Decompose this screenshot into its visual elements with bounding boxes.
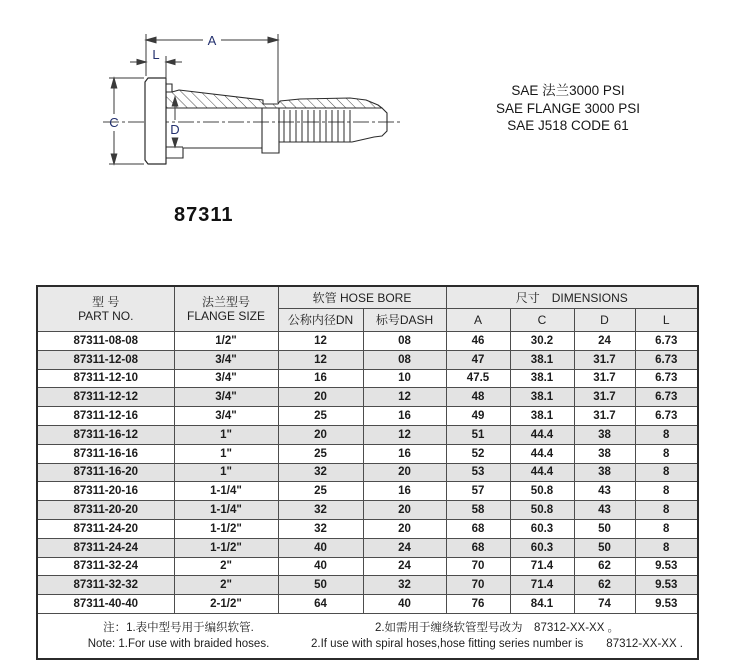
spec-table-wrapper bbox=[36, 285, 697, 660]
cell-dim-d: 31.7 bbox=[574, 350, 635, 369]
cell-flange-size: 1-1/4" bbox=[174, 501, 278, 520]
cell-dim-a: 68 bbox=[446, 519, 510, 538]
cell-dn: 25 bbox=[278, 444, 363, 463]
cell-part-no: 87311-20-16 bbox=[37, 482, 174, 501]
header-flange-cn: 法兰型号 bbox=[201, 295, 250, 309]
cell-flange-size: 1" bbox=[174, 425, 278, 444]
cell-dim-d: 31.7 bbox=[574, 407, 635, 426]
dim-label-d: D bbox=[170, 122, 180, 137]
cell-dim-a: 49 bbox=[446, 407, 510, 426]
cell-dim-c: 60.3 bbox=[510, 538, 574, 557]
cell-dim-d: 62 bbox=[574, 576, 635, 595]
cell-flange-size: 1" bbox=[174, 444, 278, 463]
dim-label-l: L bbox=[152, 47, 160, 62]
table-row bbox=[37, 557, 698, 576]
cell-dim-a: 52 bbox=[446, 444, 510, 463]
cell-dn: 20 bbox=[278, 425, 363, 444]
cell-part-no: 87311-24-20 bbox=[37, 519, 174, 538]
table-row bbox=[37, 332, 698, 351]
note-en-1: Note: 1.For use with braided hoses. bbox=[87, 637, 270, 650]
cell-dim-c: 44.4 bbox=[510, 463, 574, 482]
cell-dash: 16 bbox=[363, 444, 446, 463]
cell-flange-size: 3/4" bbox=[174, 369, 278, 388]
cell-dim-d: 43 bbox=[574, 501, 635, 520]
cell-dim-d: 38 bbox=[574, 463, 635, 482]
table-row bbox=[37, 519, 698, 538]
cell-dash: 20 bbox=[363, 519, 446, 538]
cell-part-no: 87311-16-16 bbox=[37, 444, 174, 463]
cell-dim-c: 44.4 bbox=[510, 444, 574, 463]
cell-dash: 08 bbox=[363, 350, 446, 369]
cell-dim-a: 68 bbox=[446, 538, 510, 557]
cell-dim-c: 71.4 bbox=[510, 557, 574, 576]
cell-flange-size: 1/2" bbox=[174, 332, 278, 351]
cell-dim-l: 6.73 bbox=[635, 332, 698, 351]
cell-dim-c: 84.1 bbox=[510, 595, 574, 614]
cell-part-no: 87311-16-20 bbox=[37, 463, 174, 482]
note-en-2: 2.If use with spiral hoses,hose fitting series number is 87312-XX-XX . bbox=[311, 637, 684, 650]
cell-flange-size: 2-1/2" bbox=[174, 595, 278, 614]
cell-dash: 20 bbox=[363, 463, 446, 482]
cell-dim-d: 50 bbox=[574, 519, 635, 538]
note-cn-2: 2.如需用于缠绕软管型号改为 87312-XX-XX 。 bbox=[374, 621, 620, 634]
cell-dn: 12 bbox=[278, 350, 363, 369]
cell-part-no: 87311-20-20 bbox=[37, 501, 174, 520]
cell-dash: 16 bbox=[363, 482, 446, 501]
cell-dash: 20 bbox=[363, 501, 446, 520]
cell-dn: 25 bbox=[278, 407, 363, 426]
cell-flange-size: 1" bbox=[174, 463, 278, 482]
cell-dim-l: 8 bbox=[635, 519, 698, 538]
note-cn-1: 注：1.表中型号用于编织软管. bbox=[103, 621, 254, 634]
cell-dim-l: 6.73 bbox=[635, 407, 698, 426]
hose-tail-ribs bbox=[284, 110, 350, 142]
header-dimensions: 尺寸 DIMENSIONS bbox=[446, 286, 698, 309]
cell-dim-c: 38.1 bbox=[510, 369, 574, 388]
cell-dash: 40 bbox=[363, 595, 446, 614]
header-dash: 标号DASH bbox=[363, 309, 446, 332]
cell-dim-c: 44.4 bbox=[510, 425, 574, 444]
cell-dim-d: 31.7 bbox=[574, 369, 635, 388]
cell-dn: 20 bbox=[278, 388, 363, 407]
cell-dim-l: 8 bbox=[635, 463, 698, 482]
cell-dn: 40 bbox=[278, 538, 363, 557]
cell-dash: 16 bbox=[363, 407, 446, 426]
header-dim-d: D bbox=[574, 309, 635, 332]
table-row bbox=[37, 538, 698, 557]
cell-dash: 12 bbox=[363, 425, 446, 444]
cell-dim-a: 70 bbox=[446, 557, 510, 576]
cell-flange-size: 1-1/4" bbox=[174, 482, 278, 501]
spec-line-sae: SAE J518 CODE 61 bbox=[507, 118, 629, 133]
cell-dim-l: 8 bbox=[635, 425, 698, 444]
table-row bbox=[37, 501, 698, 520]
cell-dim-l: 8 bbox=[635, 501, 698, 520]
cell-dash: 32 bbox=[363, 576, 446, 595]
cell-flange-size: 3/4" bbox=[174, 407, 278, 426]
cell-dim-l: 8 bbox=[635, 444, 698, 463]
header-dim-a: A bbox=[446, 309, 510, 332]
cell-dim-d: 43 bbox=[574, 482, 635, 501]
table-row bbox=[37, 595, 698, 614]
header-flange-en: FLANGE SIZE bbox=[186, 309, 266, 323]
cell-dn: 50 bbox=[278, 576, 363, 595]
header-flange-size bbox=[174, 286, 278, 332]
spec-table bbox=[36, 285, 699, 660]
header-part-no bbox=[37, 286, 174, 332]
cell-flange-size: 3/4" bbox=[174, 350, 278, 369]
cell-part-no: 87311-40-40 bbox=[37, 595, 174, 614]
cell-dash: 24 bbox=[363, 557, 446, 576]
cell-dn: 40 bbox=[278, 557, 363, 576]
seal-notch bbox=[166, 84, 172, 92]
table-row bbox=[37, 576, 698, 595]
table-row bbox=[37, 425, 698, 444]
dim-label-c: C bbox=[109, 115, 119, 130]
cell-dim-a: 76 bbox=[446, 595, 510, 614]
cell-dim-c: 38.1 bbox=[510, 350, 574, 369]
cell-dim-c: 71.4 bbox=[510, 576, 574, 595]
cell-dn: 25 bbox=[278, 482, 363, 501]
cell-part-no: 87311-32-24 bbox=[37, 557, 174, 576]
cell-flange-size: 1-1/2" bbox=[174, 538, 278, 557]
cell-dim-l: 6.73 bbox=[635, 388, 698, 407]
cell-dash: 24 bbox=[363, 538, 446, 557]
cell-dim-d: 31.7 bbox=[574, 388, 635, 407]
header-dim-l: L bbox=[635, 309, 698, 332]
cell-dn: 32 bbox=[278, 519, 363, 538]
cell-dim-d: 62 bbox=[574, 557, 635, 576]
cell-dim-c: 30.2 bbox=[510, 332, 574, 351]
cell-dn: 16 bbox=[278, 369, 363, 388]
cell-part-no: 87311-16-12 bbox=[37, 425, 174, 444]
cell-dim-d: 74 bbox=[574, 595, 635, 614]
table-row bbox=[37, 350, 698, 369]
cell-dim-d: 24 bbox=[574, 332, 635, 351]
cell-dim-l: 8 bbox=[635, 482, 698, 501]
table-row bbox=[37, 407, 698, 426]
table-row bbox=[37, 388, 698, 407]
cell-dash: 10 bbox=[363, 369, 446, 388]
cell-dim-l: 9.53 bbox=[635, 557, 698, 576]
cell-dim-a: 57 bbox=[446, 482, 510, 501]
cell-part-no: 87311-12-16 bbox=[37, 407, 174, 426]
cell-dim-d: 50 bbox=[574, 538, 635, 557]
cell-dim-a: 46 bbox=[446, 332, 510, 351]
cell-part-no: 87311-12-08 bbox=[37, 350, 174, 369]
header-part-no-cn: 型 号 bbox=[92, 295, 120, 309]
cell-dim-a: 47.5 bbox=[446, 369, 510, 388]
cell-dash: 12 bbox=[363, 388, 446, 407]
header-dn: 公称内径DN bbox=[278, 309, 363, 332]
cell-dim-d: 38 bbox=[574, 444, 635, 463]
spec-line-cn: SAE 法兰3000 PSI bbox=[511, 83, 625, 98]
cell-dim-c: 50.8 bbox=[510, 482, 574, 501]
cell-dn: 32 bbox=[278, 501, 363, 520]
cell-dim-c: 38.1 bbox=[510, 407, 574, 426]
cell-part-no: 87311-24-24 bbox=[37, 538, 174, 557]
cell-part-no: 87311-12-12 bbox=[37, 388, 174, 407]
dim-label-a: A bbox=[207, 33, 217, 48]
cell-dn: 12 bbox=[278, 332, 363, 351]
cell-dim-c: 38.1 bbox=[510, 388, 574, 407]
header-hose-bore: 软管 HOSE BORE bbox=[278, 286, 446, 309]
table-row bbox=[37, 463, 698, 482]
cell-part-no: 87311-12-10 bbox=[37, 369, 174, 388]
header-dim-c: C bbox=[510, 309, 574, 332]
section-hatch-band bbox=[166, 90, 382, 108]
cell-dn: 32 bbox=[278, 463, 363, 482]
cell-flange-size: 2" bbox=[174, 576, 278, 595]
cell-dim-l: 8 bbox=[635, 538, 698, 557]
cell-part-no: 87311-08-08 bbox=[37, 332, 174, 351]
cell-part-no: 87311-32-32 bbox=[37, 576, 174, 595]
notes-cell bbox=[37, 613, 698, 659]
cell-dim-l: 9.53 bbox=[635, 576, 698, 595]
cell-dim-c: 50.8 bbox=[510, 501, 574, 520]
part-number-title: 87311 bbox=[174, 204, 234, 226]
cell-dim-a: 58 bbox=[446, 501, 510, 520]
cell-dn: 64 bbox=[278, 595, 363, 614]
cell-dim-a: 53 bbox=[446, 463, 510, 482]
cell-dim-a: 51 bbox=[446, 425, 510, 444]
flange-outline bbox=[145, 78, 166, 164]
cell-dim-c: 60.3 bbox=[510, 519, 574, 538]
cell-dim-a: 70 bbox=[446, 576, 510, 595]
cell-dim-d: 38 bbox=[574, 425, 635, 444]
spec-line-en: SAE FLANGE 3000 PSI bbox=[495, 100, 641, 116]
table-row bbox=[37, 482, 698, 501]
cell-dim-l: 9.53 bbox=[635, 595, 698, 614]
cell-dim-a: 48 bbox=[446, 388, 510, 407]
cell-flange-size: 3/4" bbox=[174, 388, 278, 407]
cell-dim-a: 47 bbox=[446, 350, 510, 369]
cell-dim-l: 6.73 bbox=[635, 369, 698, 388]
cell-flange-size: 2" bbox=[174, 557, 278, 576]
header-part-no-en: PART NO. bbox=[78, 309, 134, 323]
table-row bbox=[37, 444, 698, 463]
cell-flange-size: 1-1/2" bbox=[174, 519, 278, 538]
spec-text-block bbox=[438, 82, 698, 135]
lower-profile bbox=[166, 108, 387, 158]
table-row bbox=[37, 369, 698, 388]
cell-dim-l: 6.73 bbox=[635, 350, 698, 369]
cell-dash: 08 bbox=[363, 332, 446, 351]
